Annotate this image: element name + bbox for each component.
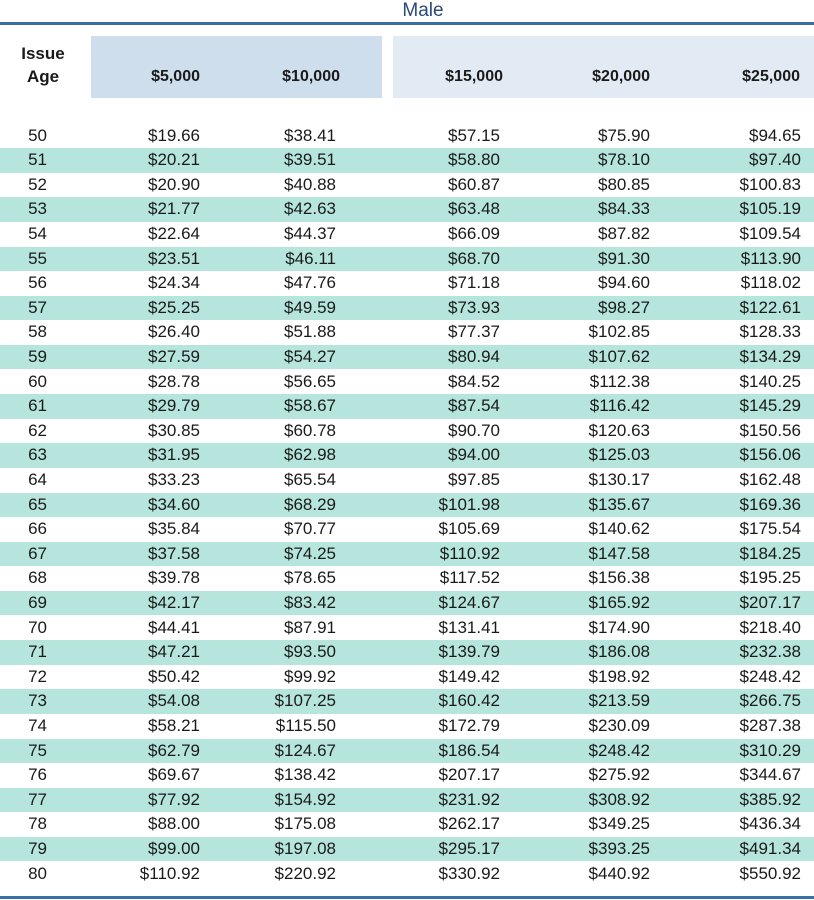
rate-cell-20000: $91.30 — [598, 248, 650, 268]
table-row — [0, 837, 814, 862]
rate-cell-5000: $34.60 — [148, 494, 200, 514]
rate-cell-10000: $49.59 — [284, 297, 336, 317]
rate-cell-15000: $101.98 — [438, 494, 500, 514]
issue-age-cell: 56 — [28, 273, 47, 293]
rate-cell-15000: $57.15 — [448, 125, 500, 145]
rate-cell-20000: $230.09 — [588, 715, 650, 735]
rate-cell-25000: $118.02 — [740, 273, 801, 293]
rate-cell-5000: $110.92 — [139, 863, 200, 883]
title-divider — [0, 22, 814, 25]
rate-cell-10000: $51.88 — [284, 322, 336, 342]
rate-cell-25000: $248.42 — [739, 666, 801, 686]
table-row — [0, 788, 814, 813]
rate-cell-20000: $116.42 — [589, 396, 650, 416]
rate-cell-5000: $69.67 — [148, 765, 200, 785]
rate-cell-5000: $27.59 — [148, 346, 200, 366]
table-row — [0, 173, 814, 198]
table-row — [0, 862, 814, 887]
rate-cell-25000: $195.25 — [739, 568, 801, 588]
table-row — [0, 370, 814, 395]
table-row — [0, 542, 814, 567]
rate-cell-10000: $93.50 — [284, 642, 336, 662]
rate-cell-15000: $231.92 — [438, 789, 500, 809]
rate-cell-15000: $207.17 — [438, 765, 500, 785]
issue-age-cell: 74 — [28, 715, 47, 735]
rate-cell-25000: $344.67 — [739, 765, 801, 785]
table-row — [0, 493, 814, 518]
rate-cell-10000: $44.37 — [284, 223, 336, 243]
rate-cell-5000: $77.92 — [148, 789, 200, 809]
rate-cell-10000: $154.92 — [274, 789, 336, 809]
rate-cell-25000: $385.92 — [739, 789, 801, 809]
issue-age-cell: 70 — [28, 617, 47, 637]
issue-age-cell: 54 — [28, 223, 47, 243]
rate-cell-5000: $58.21 — [148, 715, 200, 735]
rate-cell-20000: $78.10 — [598, 150, 650, 170]
rate-cell-5000: $33.23 — [148, 469, 200, 489]
rate-cell-25000: $207.17 — [739, 592, 801, 612]
issue-age-cell: 73 — [28, 691, 47, 711]
rate-cell-5000: $26.40 — [148, 322, 200, 342]
rate-cell-25000: $232.38 — [739, 642, 801, 662]
table-row — [0, 320, 814, 345]
table-row — [0, 271, 814, 296]
issue-age-cell: 78 — [28, 814, 47, 834]
rate-cell-5000: $30.85 — [148, 420, 200, 440]
rate-cell-10000: $99.92 — [284, 666, 336, 686]
rate-cell-15000: $77.37 — [448, 322, 500, 342]
issue-age-cell: 58 — [28, 322, 47, 342]
issue-age-cell: 76 — [28, 765, 47, 785]
issue-age-cell: 65 — [28, 494, 47, 514]
table-row — [0, 812, 814, 837]
issue-age-cell: 51 — [28, 150, 47, 170]
issue-age-cell: 55 — [28, 248, 47, 268]
rate-cell-15000: $330.92 — [438, 863, 500, 883]
table-row — [0, 763, 814, 788]
rate-cell-10000: $175.08 — [274, 814, 336, 834]
rate-cell-5000: $44.41 — [148, 617, 200, 637]
rate-cell-15000: $105.69 — [438, 519, 500, 539]
rate-cell-20000: $125.03 — [588, 445, 650, 465]
rate-cell-20000: $308.92 — [588, 789, 650, 809]
table-row — [0, 714, 814, 739]
rate-cell-15000: $262.17 — [438, 814, 500, 834]
rate-cell-5000: $31.95 — [148, 445, 200, 465]
rate-cell-25000: $122.61 — [739, 297, 801, 317]
table-row — [0, 345, 814, 370]
table-row — [0, 296, 814, 321]
table-row — [0, 468, 814, 493]
rate-cell-25000: $218.40 — [739, 617, 801, 637]
rate-cell-25000: $97.40 — [749, 150, 801, 170]
rate-cell-25000: $145.29 — [739, 396, 801, 416]
rate-cell-10000: $83.42 — [284, 592, 336, 612]
rate-cell-5000: $50.42 — [148, 666, 200, 686]
issue-age-header — [12, 42, 74, 88]
issue-age-cell: 80 — [28, 863, 47, 883]
rate-cell-5000: $39.78 — [148, 568, 200, 588]
rate-cell-25000: $105.19 — [739, 199, 801, 219]
rate-cell-15000: $60.87 — [448, 174, 500, 194]
rate-cell-25000: $109.54 — [739, 223, 801, 243]
issue-age-cell: 63 — [28, 445, 47, 465]
rate-cell-5000: $62.79 — [148, 740, 200, 760]
rate-cell-5000: $35.84 — [148, 519, 200, 539]
rate-cell-10000: $39.51 — [284, 150, 336, 170]
rate-cell-15000: $124.67 — [438, 592, 500, 612]
rate-cell-10000: $46.11 — [285, 248, 336, 268]
rate-cell-10000: $60.78 — [284, 420, 336, 440]
rate-cell-15000: $110.92 — [439, 543, 500, 563]
rate-cell-5000: $19.66 — [148, 125, 200, 145]
rate-cell-20000: $147.58 — [588, 543, 650, 563]
rate-cell-25000: $550.92 — [739, 863, 801, 883]
rate-cell-20000: $174.90 — [588, 617, 650, 637]
rate-cell-10000: $107.25 — [274, 691, 336, 711]
rate-cell-15000: $66.09 — [448, 223, 500, 243]
rate-cell-10000: $124.67 — [274, 740, 336, 760]
rate-cell-20000: $248.42 — [588, 740, 650, 760]
issue-age-cell: 71 — [28, 642, 47, 662]
rate-cell-15000: $87.54 — [448, 396, 500, 416]
table-row — [0, 148, 814, 173]
issue-age-cell: 50 — [28, 125, 47, 145]
issue-age-cell: 77 — [28, 789, 47, 809]
table-row — [0, 739, 814, 764]
rate-cell-5000: $54.08 — [148, 691, 200, 711]
rate-cell-15000: $73.93 — [448, 297, 500, 317]
table-row — [0, 124, 814, 149]
issue-age-cell: 60 — [28, 371, 47, 391]
rate-cell-15000: $149.42 — [438, 666, 500, 686]
rate-cell-20000: $98.27 — [598, 297, 650, 317]
rate-cell-25000: $94.65 — [749, 125, 801, 145]
rate-cell-25000: $150.56 — [739, 420, 801, 440]
issue-age-cell: 66 — [28, 519, 47, 539]
issue-age-cell: 72 — [28, 666, 47, 686]
rate-cell-5000: $99.00 — [148, 838, 200, 858]
table-row — [0, 197, 814, 222]
rate-cell-25000: $128.33 — [739, 322, 801, 342]
rate-cell-15000: $94.00 — [448, 445, 500, 465]
rate-cell-5000: $29.79 — [148, 396, 200, 416]
rate-cell-15000: $71.18 — [448, 273, 500, 293]
table-row — [0, 517, 814, 542]
rate-cell-15000: $295.17 — [438, 838, 500, 858]
rate-cell-25000: $162.48 — [739, 469, 801, 489]
rate-cell-20000: $80.85 — [598, 174, 650, 194]
table-row — [0, 419, 814, 444]
rate-cell-20000: $275.92 — [588, 765, 650, 785]
rate-cell-10000: $197.08 — [274, 838, 336, 858]
rate-cell-10000: $68.29 — [284, 494, 336, 514]
rate-cell-10000: $40.88 — [284, 174, 336, 194]
issue-age-cell: 69 — [28, 592, 47, 612]
issue-age-cell: 79 — [28, 838, 47, 858]
rate-cell-10000: $65.54 — [284, 469, 336, 489]
rate-cell-15000: $80.94 — [448, 346, 500, 366]
rate-cell-20000: $186.08 — [588, 642, 650, 662]
issue-age-cell: 68 — [28, 568, 47, 588]
rate-cell-20000: $198.92 — [588, 666, 650, 686]
rate-cell-20000: $84.33 — [598, 199, 650, 219]
rate-cell-10000: $74.25 — [284, 543, 336, 563]
rate-cell-10000: $70.77 — [284, 519, 336, 539]
rate-cell-25000: $169.36 — [739, 494, 801, 514]
rate-cell-5000: $22.64 — [148, 223, 200, 243]
rate-cell-25000: $156.06 — [739, 445, 801, 465]
rate-cell-25000: $491.34 — [739, 838, 801, 858]
rate-cell-25000: $310.29 — [739, 740, 801, 760]
rate-cell-15000: $131.41 — [438, 617, 500, 637]
issue-age-cell: 64 — [28, 469, 47, 489]
rate-cell-25000: $175.54 — [739, 519, 801, 539]
rate-cell-10000: $56.65 — [284, 371, 336, 391]
issue-age-cell: 75 — [28, 740, 47, 760]
rate-cell-20000: $130.17 — [588, 469, 650, 489]
rate-cell-25000: $266.75 — [739, 691, 801, 711]
rate-cell-5000: $28.78 — [148, 371, 200, 391]
rate-cell-15000: $97.85 — [448, 469, 500, 489]
rate-cell-5000: $88.00 — [148, 814, 200, 834]
rate-cell-15000: $139.79 — [438, 642, 500, 662]
column-header-20000: $20,000 — [592, 68, 650, 85]
issue-age-cell: 62 — [28, 420, 47, 440]
rate-cell-20000: $120.63 — [588, 420, 650, 440]
issue-age-header-line2: Age — [26, 67, 60, 86]
rate-cell-5000: $20.90 — [148, 174, 200, 194]
rate-cell-5000: $42.17 — [148, 592, 200, 612]
table-row — [0, 394, 814, 419]
issue-age-header-line1: Issue — [21, 44, 65, 63]
column-header-5000: $5,000 — [151, 68, 200, 85]
rate-cell-25000: $287.38 — [739, 715, 801, 735]
rate-cell-25000: $184.25 — [739, 543, 801, 563]
rate-cell-20000: $87.82 — [598, 223, 650, 243]
table-title: Male — [402, 0, 444, 21]
table-row — [0, 689, 814, 714]
column-header-15000: $15,000 — [445, 68, 503, 85]
rate-cell-15000: $160.42 — [438, 691, 500, 711]
rate-cell-10000: $138.42 — [274, 765, 336, 785]
issue-age-cell: 67 — [28, 543, 47, 563]
rate-cell-25000: $436.34 — [739, 814, 801, 834]
rate-cell-15000: $117.52 — [439, 568, 500, 588]
rate-cell-20000: $165.92 — [588, 592, 650, 612]
rate-cell-15000: $58.80 — [448, 150, 500, 170]
rate-cell-15000: $63.48 — [448, 199, 500, 219]
rate-cell-10000: $115.50 — [275, 715, 336, 735]
rate-cell-5000: $20.21 — [148, 150, 200, 170]
rate-cell-25000: $134.29 — [739, 346, 801, 366]
rate-cell-10000: $87.91 — [284, 617, 336, 637]
rate-cell-20000: $135.67 — [588, 494, 650, 514]
table-row — [0, 591, 814, 616]
column-header-10000: $10,000 — [282, 68, 340, 85]
rate-cell-15000: $84.52 — [448, 371, 500, 391]
rate-cell-10000: $78.65 — [284, 568, 336, 588]
table-row — [0, 665, 814, 690]
rate-cell-20000: $112.38 — [589, 371, 650, 391]
rate-cell-5000: $21.77 — [148, 199, 200, 219]
table-row — [0, 247, 814, 272]
rate-cell-20000: $94.60 — [598, 273, 650, 293]
bottom-divider — [0, 896, 814, 899]
issue-age-cell: 53 — [28, 199, 47, 219]
rate-cell-10000: $220.92 — [274, 863, 336, 883]
rate-cell-15000: $186.54 — [438, 740, 500, 760]
rate-cell-25000: $113.90 — [740, 248, 801, 268]
rate-cell-20000: $140.62 — [588, 519, 650, 539]
rate-cell-15000: $90.70 — [448, 420, 500, 440]
rate-cell-10000: $47.76 — [284, 273, 336, 293]
table-row — [0, 616, 814, 641]
rate-cell-20000: $75.90 — [598, 125, 650, 145]
rate-cell-25000: $140.25 — [739, 371, 801, 391]
rate-cell-10000: $38.41 — [284, 125, 336, 145]
table-row — [0, 566, 814, 591]
rate-cell-5000: $23.51 — [148, 248, 200, 268]
rate-cell-10000: $42.63 — [284, 199, 336, 219]
rate-cell-10000: $62.98 — [284, 445, 336, 465]
issue-age-cell: 61 — [28, 396, 47, 416]
rate-cell-5000: $24.34 — [148, 273, 200, 293]
rate-cell-10000: $54.27 — [284, 346, 336, 366]
rate-cell-5000: $47.21 — [148, 642, 200, 662]
issue-age-cell: 52 — [28, 174, 47, 194]
rate-cell-10000: $58.67 — [284, 396, 336, 416]
rate-cell-15000: $68.70 — [448, 248, 500, 268]
issue-age-cell: 59 — [28, 346, 47, 366]
rate-cell-25000: $100.83 — [739, 174, 801, 194]
rate-cell-5000: $37.58 — [148, 543, 200, 563]
rate-cell-15000: $172.79 — [438, 715, 500, 735]
issue-age-cell: 57 — [28, 297, 47, 317]
rate-cell-20000: $107.62 — [588, 346, 650, 366]
table-row — [0, 640, 814, 665]
rate-cell-20000: $213.59 — [588, 691, 650, 711]
rate-cell-20000: $156.38 — [588, 568, 650, 588]
table-row — [0, 443, 814, 468]
table-row — [0, 222, 814, 247]
rate-cell-20000: $440.92 — [588, 863, 650, 883]
column-header-25000: $25,000 — [742, 68, 800, 85]
rate-cell-20000: $349.25 — [588, 814, 650, 834]
rate-cell-20000: $102.85 — [588, 322, 650, 342]
rate-cell-20000: $393.25 — [588, 838, 650, 858]
rate-cell-5000: $25.25 — [148, 297, 200, 317]
